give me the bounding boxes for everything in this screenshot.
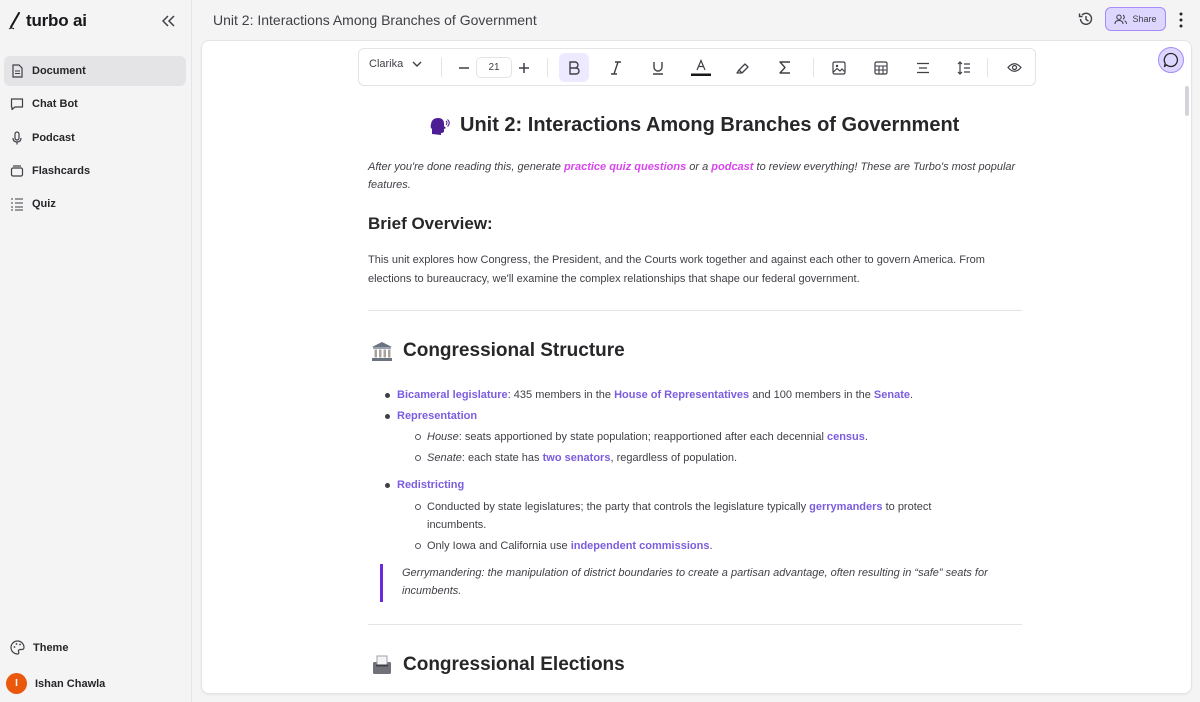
sidebar [0,0,192,702]
section-heading [371,654,625,676]
list-text: . [709,540,713,552]
term-link[interactable]: census [826,431,865,443]
highlighter-icon [736,61,750,75]
chat-icon [10,97,24,111]
plus-icon [518,62,530,74]
increase-font-size-button[interactable] [509,53,539,82]
chevrons-left-icon [162,15,176,27]
term-link[interactable]: gerrymanders [809,501,883,513]
section-heading [371,340,625,362]
table-icon [874,61,888,75]
podcast-link[interactable]: podcast [711,161,754,173]
user-name: Ishan Chawla [35,677,106,690]
preview-button[interactable] [999,53,1029,82]
section-heading-text: Congressional Structure [403,340,625,361]
history-icon [1078,11,1094,27]
term-link[interactable]: Redistricting [397,479,465,491]
intro-text: to review everything! These are Turbo's most popular features. [368,161,1016,191]
intro-paragraph [368,158,1028,194]
term-link[interactable]: two senators [542,452,611,464]
sidebar-item-document[interactable] [4,56,186,86]
theme-label: Theme [33,641,69,654]
list-text: Only Iowa and California use [427,540,571,552]
list-item [427,428,1017,446]
sidebar-item-label: Quiz [32,198,56,211]
line-spacing-button[interactable] [949,53,979,82]
font-size-input[interactable]: 21 [476,57,512,78]
list-text: . [910,389,914,401]
section-divider [368,624,1022,625]
term-link[interactable]: Senate [873,389,910,401]
term-link[interactable]: House of Representatives [614,389,750,401]
speaking-head-icon [428,115,450,137]
collapse-sidebar-button[interactable] [158,10,180,32]
sidebar-nav [4,56,186,222]
more-vertical-icon [1179,12,1183,28]
list-item [427,498,947,534]
users-icon [1114,14,1127,25]
user-profile[interactable] [6,673,105,694]
bullet-ring [415,455,421,461]
minus-icon [458,62,470,74]
document-panel [201,40,1192,694]
highlight-button[interactable] [728,53,758,82]
list-item [427,449,1017,467]
bold-button[interactable] [559,53,589,82]
theme-button[interactable] [10,640,68,655]
floating-chat-button[interactable] [1158,47,1184,73]
list-item [397,386,1017,404]
italic-button[interactable] [601,53,631,82]
font-family-value: Clarika [369,58,404,70]
insert-image-button[interactable] [824,53,854,82]
text-color-icon [691,59,711,77]
list-item [397,476,1017,494]
document-heading [428,114,959,137]
toolbar-divider [547,58,548,77]
text-color-button[interactable] [686,53,716,82]
sidebar-item-flashcards[interactable] [4,156,186,186]
sidebar-item-label: Flashcards [32,164,91,177]
decrease-font-size-button[interactable] [449,53,479,82]
section-heading-text: Congressional Elections [403,654,625,675]
overview-paragraph: This unit explores how Congress, the President, and the Courts work together and against each other to govern America. From elections to bureaucracy, we'll examine the complex relationships that shape our federal government. [368,254,985,285]
palette-icon [10,640,25,655]
chevron-down-icon [412,61,422,67]
equation-button[interactable] [770,53,800,82]
page-title: Unit 2: Interactions Among Branches of Government [213,12,537,28]
line-spacing-icon [957,61,971,75]
list-text: : each state has [461,452,543,464]
section-divider [368,310,1022,311]
brand-logo[interactable] [8,10,87,32]
pen-logo-icon [8,12,22,30]
scrollbar-thumb[interactable] [1185,86,1189,116]
bullet-dot [385,393,390,398]
list-text: . [864,431,868,443]
sidebar-item-podcast[interactable] [4,123,186,153]
share-label: Share [1132,14,1157,24]
bullet-dot [385,414,390,419]
list-text: House [427,431,459,443]
history-button[interactable] [1076,9,1096,29]
term-link[interactable]: independent commissions [570,540,710,552]
bullet-dot [385,483,390,488]
definition-blockquote: Gerrymandering: the manipulation of district boundaries to create a partisan advantage, often resulting in “safe” seats for incumbents. [380,564,1020,602]
term-link[interactable]: Bicameral legislature [397,389,508,401]
ballot-box-icon [371,654,393,676]
bullet-ring [415,543,421,549]
intro-text: After you're done reading this, generate [368,161,564,173]
underline-icon [652,61,664,75]
toolbar-divider [441,58,442,77]
term-link[interactable]: Representation [397,410,478,422]
chat-bubble-icon [1163,52,1179,68]
image-icon [832,61,846,75]
list-text: : 435 members in the [507,389,615,401]
list-text: and 100 members in the [749,389,874,401]
more-options-button[interactable] [1172,9,1190,31]
list-text: , regardless of population. [610,452,738,464]
font-family-select[interactable] [369,58,422,70]
formatting-toolbar [358,48,1036,86]
quiz-icon [10,197,24,211]
eye-icon [1007,62,1022,73]
align-center-icon [916,62,930,74]
list-item [427,537,1017,555]
bullet-ring [415,434,421,440]
document-icon [10,64,24,78]
practice-quiz-link[interactable]: practice quiz questions [563,161,687,173]
toolbar-divider [987,58,988,77]
underline-button[interactable] [643,53,673,82]
sigma-icon [779,61,791,74]
insert-table-button[interactable] [866,53,896,82]
intro-text: or a [686,161,712,173]
sidebar-item-chat-bot[interactable] [4,89,186,119]
list-text: Conducted by state legislatures; the party that controls the legislature typically [427,501,810,513]
toolbar-divider [813,58,814,77]
list-text: to protect incumbents. [427,501,932,531]
brand-name: turbo ai [26,11,87,30]
sidebar-item-quiz[interactable] [4,189,186,219]
sidebar-item-label: Chat Bot [32,98,78,111]
align-center-button[interactable] [908,53,938,82]
avatar: I [6,673,27,694]
brief-overview-heading: Brief Overview: [368,214,493,233]
classical-building-icon [371,340,393,362]
share-button[interactable] [1105,7,1166,31]
list-text: Senate [427,452,462,464]
bold-icon [568,61,580,75]
microphone-icon [10,131,24,145]
flashcards-icon [10,164,24,178]
sidebar-item-label: Podcast [32,131,75,144]
list-text: : seats apportioned by state population; reapportioned after each decennial [458,431,827,443]
list-item [397,407,1017,425]
sidebar-item-label: Document [32,65,86,77]
italic-icon [610,61,622,75]
bullet-ring [415,504,421,510]
document-title-text: Unit 2: Interactions Among Branches of Government [460,114,960,136]
